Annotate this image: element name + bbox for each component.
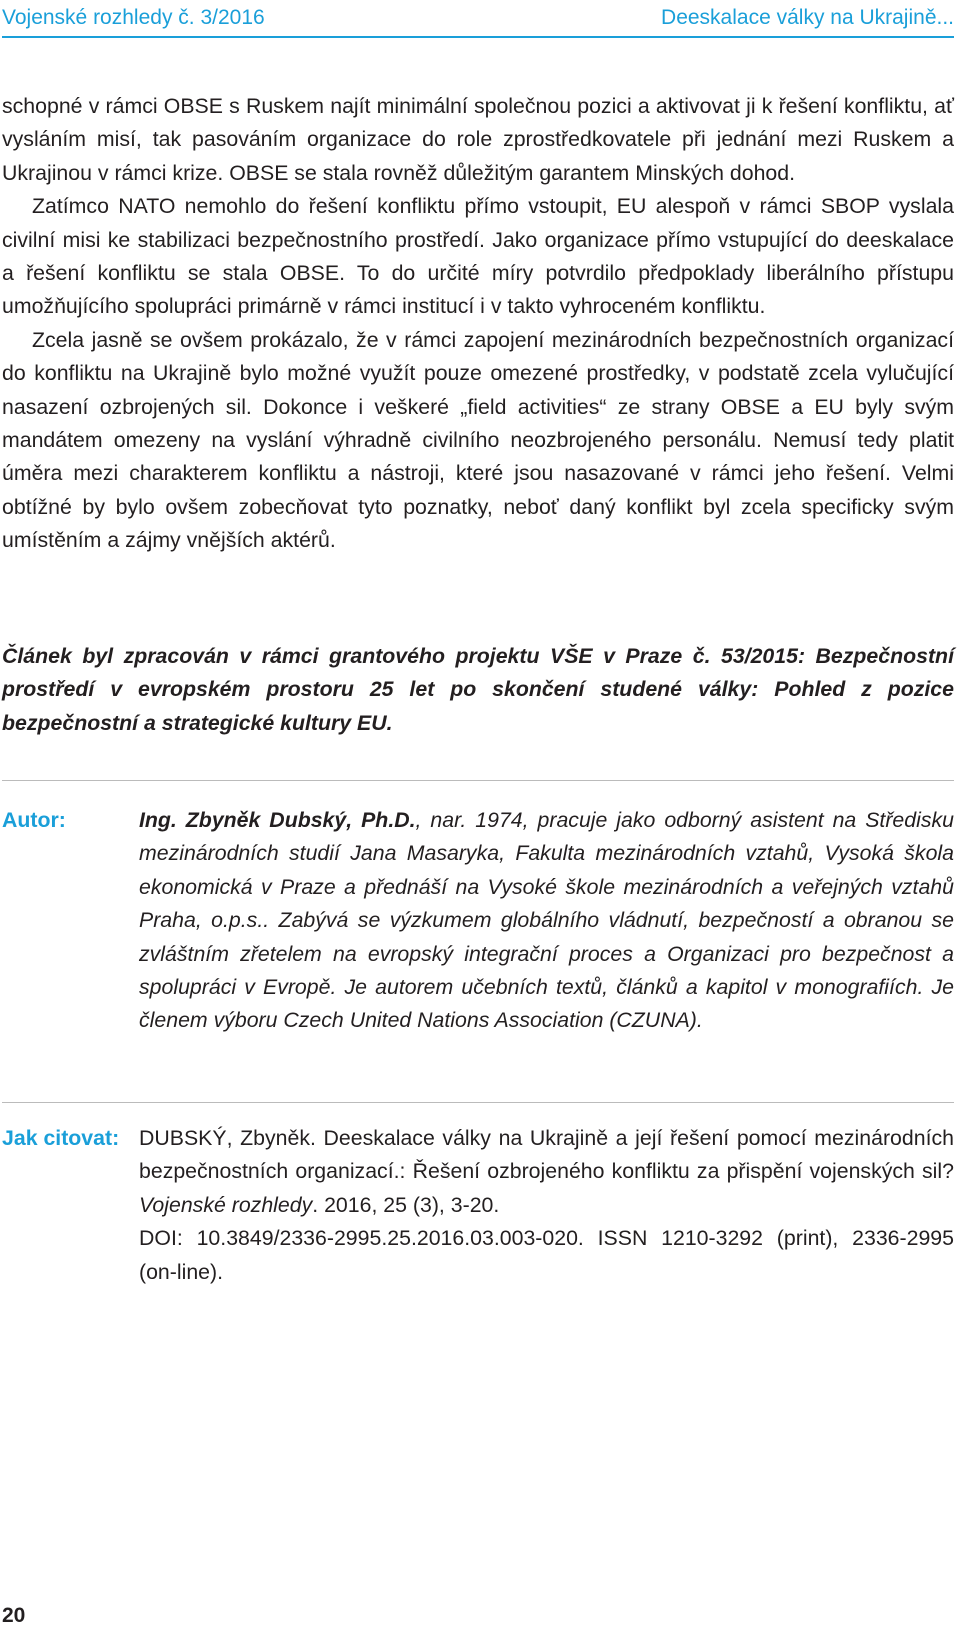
page-number: 20 <box>2 1604 26 1627</box>
author-bio-text: , nar. 1974, pracuje jako odborný asistent na Středisku mezinárodních studií Jana Masaryka, Fakulta mezinárodních vztahů, Vysoká škola ekonomická v Praze a přednáší na Vysoké škole mezinárodních a veřejných vztahů Praha, o.p.s.. Zabývá se výzkumem globálního vládnutí, bezpečností a obranou se zvláštním zřetelem na evropský integrační proces a Organizaci pro bezpečnost a spolupráci v Evropě. Je autorem učebních textů, článků a kapitol v monografiích. Je členem výboru Czech United Nations Association (CZUNA). <box>139 808 954 1033</box>
citation-part-1: DUBSKÝ, Zbyněk. Deeskalace války na Ukrajině a její řešení pomocí mezinárodních bezpečnostních organizací.: Řešení ozbrojeného konfliktu za přispění vojenských sil? <box>139 1126 954 1184</box>
citation-doi: DOI: 10.3849/2336-2995.25.2016.03.003-020. ISSN 1210-3292 (print), 2336-2995 (on-line). <box>139 1226 954 1284</box>
citation-part-2: . 2016, 25 (3), 3-20. <box>312 1192 500 1217</box>
paragraph-3: Zcela jasně se ovšem prokázalo, že v rámci zapojení mezinárodních bezpečnostních organizací do konfliktu na Ukrajině bylo možné využít pouze omezené prostředky, v podstatě zcela vylučující nasazení ozbrojených sil. Dokonce i veškeré „field activities“ ze strany OBSE a EU byly svým mandátem omezeny na vyslání výhradně civilního neozbrojeného personálu. Nemusí tedy platit úměra mezi charakterem konfliktu a nástroji, které jsou nasazované v rámci jeho řešení. Velmi obtížné by bylo ovšem zobecňovat tyto poznatky, neboť daný konflikt byl zcela specificky svým umístěním a zájmy vnějších aktérů. <box>2 327 954 553</box>
grant-note <box>2 640 954 740</box>
article-short-title: Deeskalace války na Ukrajině... <box>661 6 954 29</box>
author-name: Ing. Zbyněk Dubský, Ph.D. <box>139 808 416 832</box>
citation-text <box>139 1122 954 1289</box>
grant-note-text: Článek byl zpracován v rámci grantového projektu VŠE v Praze č. 53/2015: Bezpečnostní prostředí v evropském prostoru 25 let po skončení studené války: Pohled z pozice bezpečnostní a strategické kultury EU. <box>2 644 954 735</box>
paragraph-2: Zatímco NATO nemohlo do řešení konfliktu přímo vstoupit, EU alespoň v rámci SBOP vyslala civilní misi ke stabilizaci bezpečnostního prostředí. Jako organizace přímo vstupující do deeskalace a řešení konfliktu se stala OBSE. To do určité míry potvrdilo předpoklady liberálního přístupu umožňujícího spolupráci primárně v rámci institucí i v takto vyhroceném konfliktu. <box>2 194 954 319</box>
article-body <box>2 90 954 558</box>
divider-bottom <box>2 1102 954 1103</box>
paragraph-1: schopné v rámci OBSE s Ruskem najít minimální společnou pozici a aktivovat ji k řešení konfliktu, ať vysláním misí, tak pasováním organizace do role zprostředkovatele při jednání mezi Ruskem a Ukrajinou v rámci krize. OBSE se stala rovněž důležitým garantem Minských dohod. <box>2 94 954 185</box>
author-bio <box>139 804 954 1038</box>
running-header <box>2 0 954 38</box>
author-label: Autor: <box>2 808 66 832</box>
citation-journal: Vojenské rozhledy <box>139 1192 313 1217</box>
citation-label: Jak citovat: <box>2 1126 120 1150</box>
divider-top <box>2 780 954 781</box>
journal-issue: Vojenské rozhledy č. 3/2016 <box>2 6 265 29</box>
